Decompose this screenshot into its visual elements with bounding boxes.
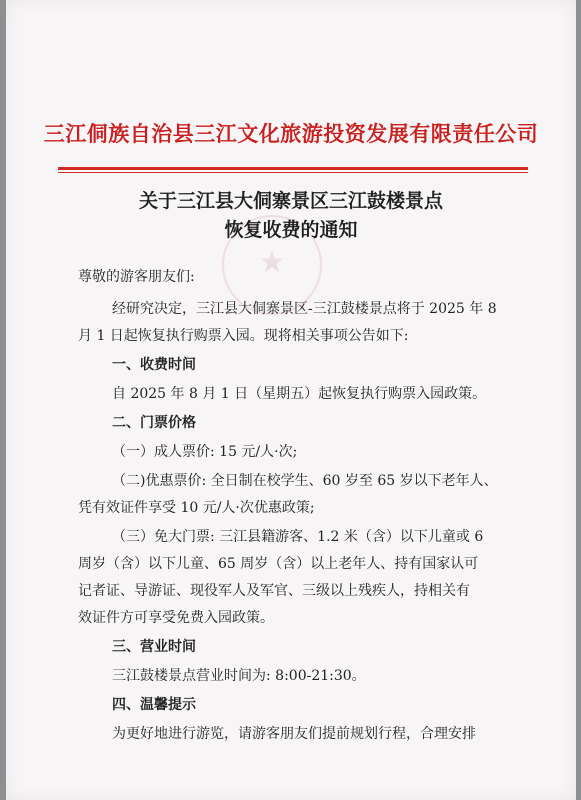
- free-entry-line-1: （三）免大门票: 三江县籍游客、1.2 米（含）以下儿童或 6: [112, 529, 484, 545]
- section-heading-ticket-price: 二、门票价格: [112, 415, 196, 431]
- header-rule-thick: [58, 167, 528, 170]
- document-page: [6, 0, 576, 800]
- section-heading-tips: 四、温馨提示: [112, 697, 196, 713]
- free-entry-line-4: 效证件方可享受免费入园政策。: [78, 610, 274, 626]
- document-title-line-1: 关于三江县大侗寨景区三江鼓楼景点: [138, 190, 443, 212]
- section-heading-fee-time: 一、收费时间: [112, 357, 196, 373]
- free-entry-line-2: 周岁（含）以下儿童、65 周岁（含）以上老年人、持有国家认可: [78, 556, 479, 572]
- discount-ticket-line-1: （二)优惠票价: 全日制在校学生、60 岁至 65 岁以下老年人、: [112, 473, 498, 489]
- intro-line-1: 经研究决定，三江县大侗寨景区-三江鼓楼景点将于 2025 年 8: [112, 301, 497, 317]
- organization-title: 三江侗族自治县三江文化旅游投资发展有限责任公司: [43, 121, 539, 146]
- section-heading-business-hours: 三、营业时间: [112, 639, 196, 655]
- discount-ticket-line-2: 凭有效证件享受 10 元/人·次优惠政策;: [78, 500, 315, 516]
- fee-time-text: 自 2025 年 8 月 1 日（星期五）起恢复执行购票入园政策。: [112, 386, 487, 402]
- salutation: 尊敬的游客朋友们:: [78, 269, 195, 285]
- business-hours-text: 三江鼓楼景点营业时间为: 8:00-21:30。: [112, 668, 366, 684]
- seal-star-icon: ★: [258, 245, 286, 280]
- adult-ticket-price: （一）成人票价: 15 元/人·次;: [112, 444, 298, 460]
- tips-line-1: 为更好地进行游览，请游客朋友们提前规划行程，合理安排: [112, 726, 476, 742]
- header-rule-thin: [58, 172, 528, 173]
- free-entry-line-3: 记者证、导游证、现役军人及军官、三级以上残疾人，持相关有: [78, 583, 470, 599]
- intro-line-2: 月 1 日起恢复执行购票入园。现将相关事项公告如下:: [78, 328, 409, 344]
- document-title-line-2: 恢复收费的通知: [224, 219, 358, 241]
